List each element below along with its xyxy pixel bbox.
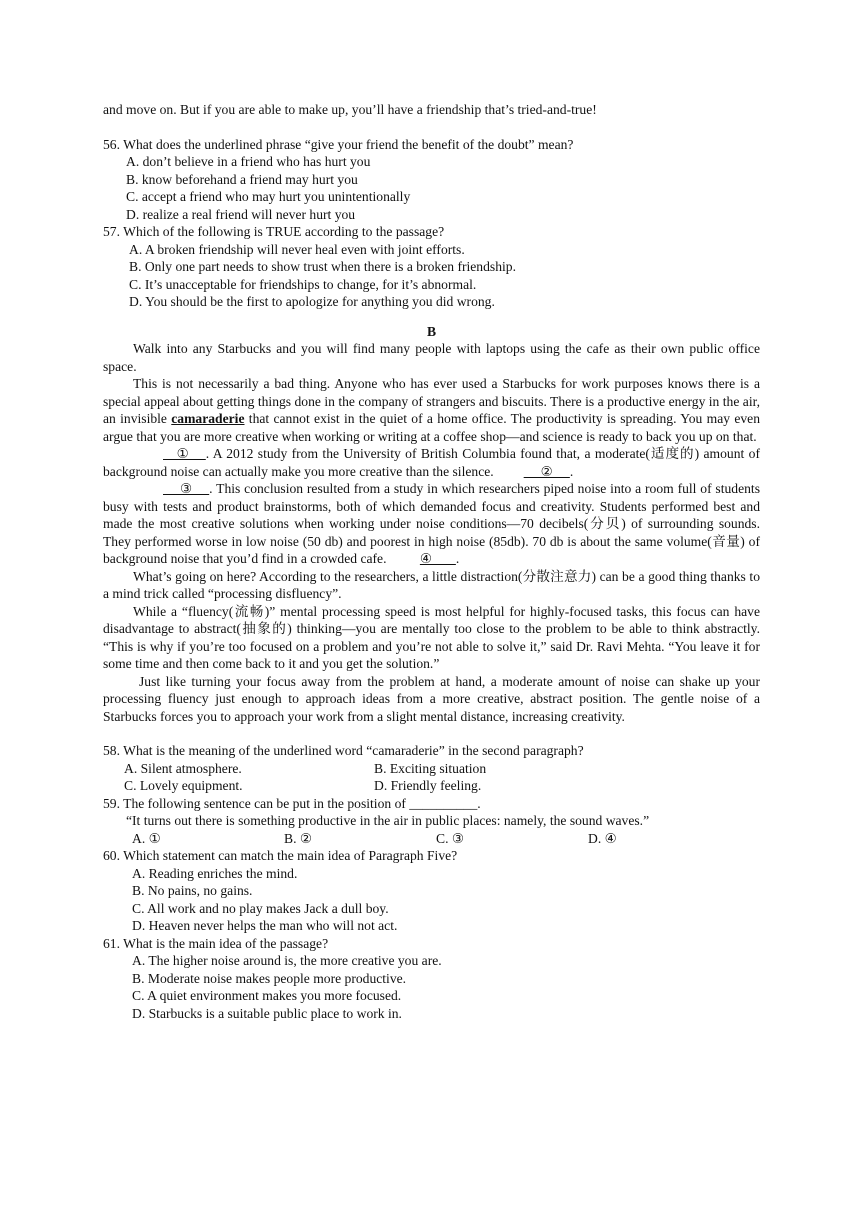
option-a: A. A broken friendship will never heal even with joint efforts.: [129, 241, 465, 257]
blank-4: ④: [419, 551, 456, 566]
question-stem: 58. What is the meaning of the underlined word “camaraderie” in the second paragraph?: [103, 743, 584, 758]
option-b: B. know beforehand a friend may hurt you: [126, 171, 358, 187]
question-60: [103, 847, 760, 935]
paragraph-4: [103, 480, 760, 568]
options-row: [103, 760, 760, 778]
options-row: [103, 830, 760, 848]
question-stem: 57. Which of the following is TRUE according to the passage?: [103, 224, 445, 239]
option-c: C. A quiet environment makes you more focused.: [132, 988, 402, 1003]
paragraph-2: [103, 375, 760, 445]
option-a: A. ①: [132, 830, 161, 846]
option-d: D. You should be the first to apologize for anything you did wrong.: [129, 294, 495, 309]
option-c: C. ③: [436, 830, 465, 846]
option-d: D. Friendly feeling.: [374, 778, 482, 793]
option-d: D. Starbucks is a suitable public place to work in.: [132, 1005, 402, 1021]
paragraph-3-text: . A 2012 study from the University of British Columbia found that, a moderate(适度的) amount of background noise can actually make you more creative than the silence.: [103, 446, 760, 479]
underlined-word: camaraderie: [171, 411, 245, 426]
question-57: [103, 223, 760, 311]
option-c: C. Lovely equipment.: [124, 778, 243, 793]
spacer: [103, 725, 760, 742]
quoted-sentence: “It turns out there is something productive in the air in public places: namely, the sound waves.”: [126, 813, 650, 828]
option-d: D. realize a real friend will never hurt you: [126, 206, 356, 222]
option-b: B. Exciting situation: [374, 760, 487, 776]
question-58: [103, 742, 760, 795]
spacer: [103, 119, 760, 136]
option-c: C. accept a friend who may hurt you unintentionally: [126, 189, 411, 204]
option-d: D. Heaven never helps the man who will not act.: [132, 918, 398, 933]
paragraph-4-end: .: [455, 551, 460, 566]
paragraph-5: What’s going on here? According to the researchers, a little distraction(分散注意力) can be a good thing thanks to a mind trick called “processing disfluency”.: [103, 568, 760, 601]
question-stem: 61. What is the main idea of the passage?: [103, 935, 329, 951]
paragraph-3-end: .: [569, 463, 574, 479]
question-59: [103, 795, 760, 848]
option-a: A. Reading enriches the mind.: [132, 865, 298, 881]
paragraph-1: Walk into any Starbucks and you will find many people with laptops using the cafe as their own public office space.: [103, 341, 760, 374]
option-b: B. Only one part needs to show trust when there is a broken friendship.: [129, 259, 516, 274]
blank-1: ①: [163, 446, 206, 461]
paragraph-2-text-end: that cannot exist in the quiet of a home office. The productivity is spreading. You may even argue that you are more creative when working or writing at a coffee shop—and science is ready to back you up on that.: [103, 411, 760, 444]
question-stem: 60. Which statement can match the main idea of Paragraph Five?: [103, 848, 458, 863]
paragraph-7: Just like turning your focus away from the problem at hand, a moderate amount of noise can shake up your processing fluency just enough to approach ideas from a more creative, abstract position. The gentle noise of a Starbucks forces you to approach your work from a slight mental distance, increasing creativity.: [103, 673, 760, 724]
question-stem: 59. The following sentence can be put in the position of __________.: [103, 795, 481, 811]
option-a: A. Silent atmosphere.: [124, 760, 242, 776]
blank-2: ②: [523, 463, 570, 479]
question-stem: 56. What does the underlined phrase “give your friend the benefit of the doubt” mean?: [103, 136, 574, 152]
paragraph-2-text: This is not necessarily a bad thing. Anyone who has ever used a Starbucks for work purposes knows there is a special appeal about getting things done in the company of strangers and biscuits. There is a productive energy in the air, an invisible: [103, 376, 760, 426]
option-b: B. ②: [284, 830, 313, 846]
option-c: C. It’s unacceptable for friendships to change, for it’s abnormal.: [129, 276, 477, 292]
option-b: B. No pains, no gains.: [132, 883, 253, 898]
blank-3: ③: [163, 481, 210, 496]
options-row: [103, 777, 760, 795]
question-61: [103, 935, 760, 1023]
paragraph-6: While a “fluency(流畅)” mental processing speed is most helpful for highly-focused tasks, this focus can have disadvantage to abstract(抽象的) thinking—you are mentally too close to the problem to be able to think abstractly. “This is why if you’re too focused on a problem and you’re not able to solve it,” said Dr. Ravi Mehta. “You leave it for some time and then come back to it and you get the solution.”: [103, 603, 760, 671]
option-c: C. All work and no play makes Jack a dull boy.: [132, 900, 389, 916]
paragraph-4-text: . This conclusion resulted from a study in which researchers piped noise into a room full of students busy with tests and product brainstorms, both of which demanded focus and creativity. Students performed best and made the most creative solutions when working under noise conditions—70 decibels(分贝) of surrounding sounds. They performed worse in low noise (50 db) and poorest in high noise (85db). 70 db is about the same volume(音量) of background noise that you’d find in a crowded cafe.: [103, 481, 760, 566]
paragraph-3: [103, 445, 760, 480]
continuation-line: and move on. But if you are able to make up, you’ll have a friendship that’s tried-and-true!: [103, 102, 597, 117]
document-page: [103, 101, 760, 1022]
option-d: D. ④: [588, 830, 617, 846]
option-a: A. The higher noise around is, the more creative you are.: [132, 953, 442, 968]
section-heading: B: [426, 323, 437, 339]
option-a: A. don’t believe in a friend who has hurt you: [126, 154, 371, 169]
option-b: B. Moderate noise makes people more productive.: [132, 970, 407, 986]
question-56: [103, 136, 760, 224]
